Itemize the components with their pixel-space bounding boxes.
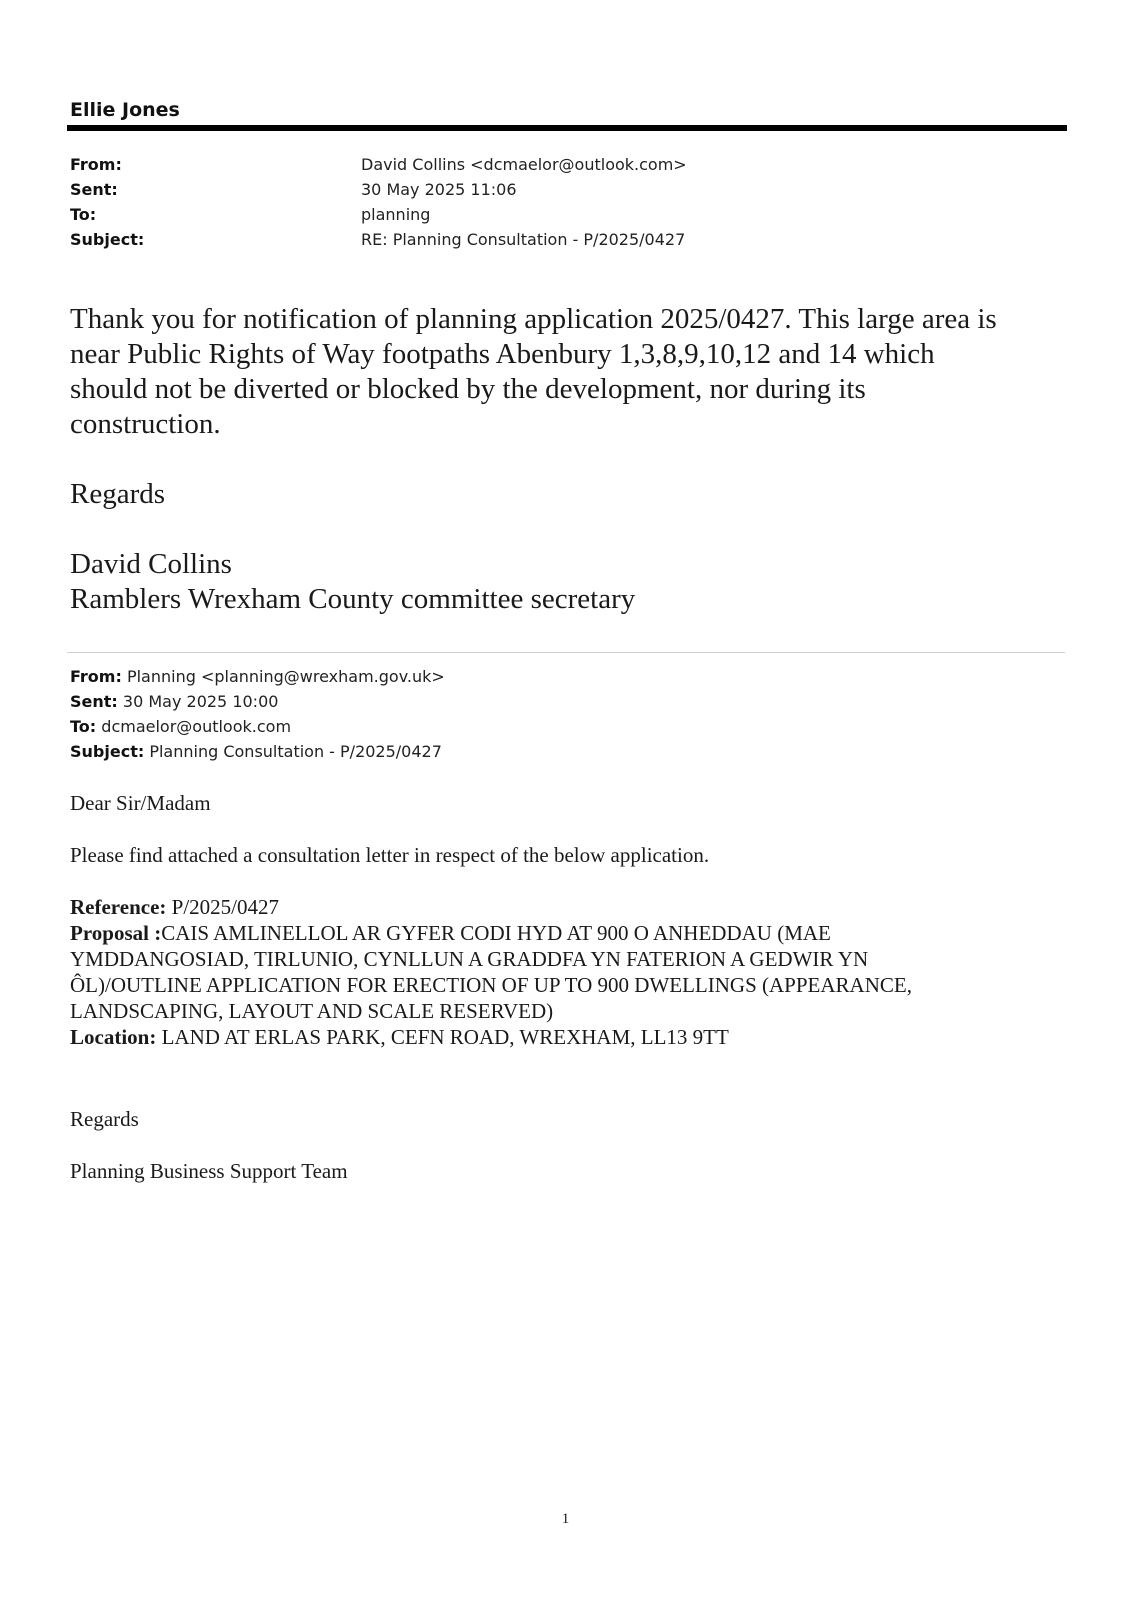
from-label: From:	[70, 155, 122, 174]
mailbox-owner-name: Ellie Jones	[70, 99, 180, 121]
proposal-text: LANDSCAPING, LAYOUT AND SCALE RESERVED)	[70, 999, 554, 1023]
location-row	[70, 1024, 1060, 1050]
forwarded-to-row	[70, 714, 445, 739]
forwarded-from-row	[70, 664, 445, 689]
forwarded-subject-row	[70, 739, 445, 764]
header-divider	[67, 125, 1067, 131]
reply-body-line: construction.	[70, 408, 221, 440]
reference-label: Reference:	[70, 895, 167, 919]
forwarded-intro: Please find attached a consultation letter in respect of the below application.	[70, 843, 710, 867]
header-to-row	[70, 202, 1050, 227]
forwarded-sent-label: Sent:	[70, 692, 118, 711]
subject-label: Subject:	[70, 230, 145, 249]
forwarded-header	[70, 664, 445, 764]
reply-signature	[70, 547, 635, 617]
reply-body-line: Thank you for notification of planning application 2025/0427. This large area is	[70, 303, 997, 335]
sent-value: 30 May 2025 11:06	[361, 180, 517, 199]
forwarded-subject-label: Subject:	[70, 742, 145, 761]
forwarded-team: Planning Business Support Team	[70, 1159, 348, 1183]
signature-title: Ramblers Wrexham County committee secretary	[70, 583, 636, 615]
proposal-row	[70, 920, 1060, 946]
subject-value: RE: Planning Consultation - P/2025/0427	[361, 230, 686, 249]
location-label: Location:	[70, 1025, 157, 1049]
forwarded-subject-value: Planning Consultation - P/2025/0427	[149, 742, 442, 761]
location-value: LAND AT ERLAS PARK, CEFN ROAD, WREXHAM, LL13 9TT	[161, 1025, 729, 1049]
to-value: planning	[361, 205, 431, 224]
reply-body-line: should not be diverted or blocked by the development, nor during its	[70, 373, 866, 405]
proposal-label: Proposal :	[70, 921, 162, 945]
reference-value: P/2025/0427	[171, 895, 279, 919]
reply-body-line: near Public Rights of Way footpaths Abenbury 1,3,8,9,10,12 and 14 which	[70, 338, 935, 370]
to-label: To:	[70, 205, 97, 224]
reply-regards: Regards	[70, 478, 166, 510]
forwarded-to-label: To:	[70, 717, 97, 736]
reply-body	[70, 302, 1070, 442]
from-value: David Collins <dcmaelor@outlook.com>	[361, 155, 687, 174]
forward-divider	[67, 652, 1065, 653]
proposal-text: YMDDANGOSIAD, TIRLUNIO, CYNLLUN A GRADDFA YN FATERION A GEDWIR YN	[70, 947, 869, 971]
proposal-text: CAIS AMLINELLOL AR GYFER CODI HYD AT 900 O ANHEDDAU (MAE	[161, 921, 831, 945]
reference-row	[70, 894, 1060, 920]
forwarded-sent-value: 30 May 2025 10:00	[122, 692, 279, 711]
signature-name: David Collins	[70, 548, 232, 580]
header-subject-row	[70, 227, 1050, 252]
forwarded-from-label: From:	[70, 667, 122, 686]
sent-label: Sent:	[70, 180, 118, 199]
header-sent-row	[70, 177, 1050, 202]
forwarded-regards: Regards	[70, 1107, 139, 1131]
email-header	[70, 152, 1050, 252]
forwarded-greeting: Dear Sir/Madam	[70, 791, 211, 815]
application-details	[70, 894, 1060, 1050]
proposal-text: ÔL)/OUTLINE APPLICATION FOR ERECTION OF UP TO 900 DWELLINGS (APPEARANCE,	[70, 973, 912, 997]
header-from-row	[70, 152, 1050, 177]
forwarded-to-value: dcmaelor@outlook.com	[101, 717, 292, 736]
page-number: 1	[561, 1511, 570, 1527]
forwarded-from-value: Planning <planning@wrexham.gov.uk>	[126, 667, 445, 686]
forwarded-sent-row	[70, 689, 445, 714]
